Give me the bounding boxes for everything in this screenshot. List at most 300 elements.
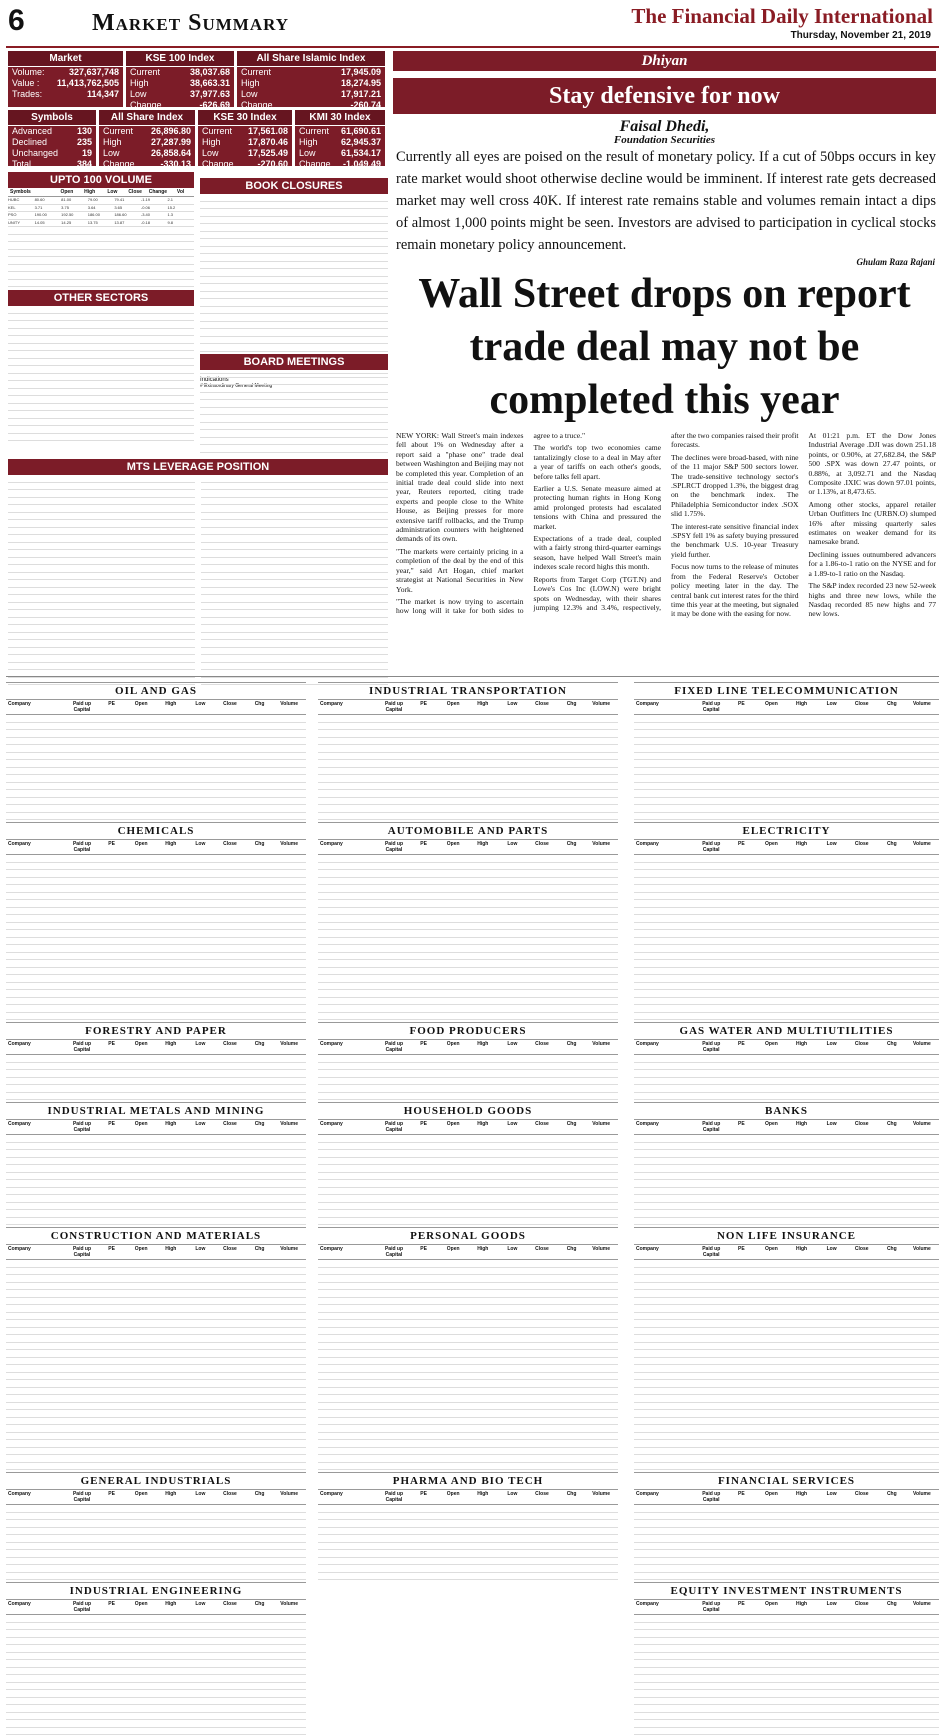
table-row <box>8 389 194 397</box>
sector-column-1 <box>6 680 306 1546</box>
table-row <box>318 1358 618 1366</box>
table-row <box>634 783 939 791</box>
table-row <box>634 1335 939 1343</box>
table-row <box>634 1698 939 1706</box>
table-row <box>634 855 939 863</box>
table-header: Company Paid up Capital PE Open High Low Close Chg Volume <box>6 1040 306 1055</box>
table-row <box>634 1705 939 1713</box>
table-row <box>200 445 388 453</box>
table-row <box>318 975 618 983</box>
sector-heading: EQUITY INVESTMENT INSTRUMENTS <box>634 1582 939 1600</box>
table-row <box>634 1720 939 1728</box>
table-row <box>634 1615 939 1623</box>
table-row <box>6 1365 306 1373</box>
table-row <box>8 265 194 273</box>
table-row <box>200 314 388 322</box>
table-row <box>318 953 618 961</box>
sector-heading: FORESTRY AND PAPER <box>6 1022 306 1040</box>
table-row <box>318 930 618 938</box>
other-sectors-table: OTHER SECTORS <box>8 290 194 441</box>
byline: Ghulam Raza Rajani <box>856 257 935 267</box>
table-row <box>200 232 388 240</box>
table-row <box>634 1320 939 1328</box>
table-row <box>201 558 388 566</box>
table-row <box>200 209 388 217</box>
table-row <box>318 863 618 871</box>
table-row <box>6 975 306 983</box>
table-row <box>6 1165 306 1173</box>
table-row <box>634 1433 939 1441</box>
sector-heading: INDUSTRIAL METALS AND MINING <box>6 1102 306 1120</box>
table-row <box>634 975 939 983</box>
table-row <box>6 1638 306 1646</box>
table-row <box>318 798 618 806</box>
table-row <box>318 1350 618 1358</box>
table-header: Company Paid up Capital PE Open High Low Close Chg Volume <box>634 1040 939 1055</box>
table-row <box>8 381 194 389</box>
table-header: Company Paid up Capital PE Open High Low Close Chg Volume <box>318 1245 618 1260</box>
table-row <box>8 535 195 543</box>
table-row <box>6 1630 306 1638</box>
table-row: HUBC 80.60 81.00 79.00 79.41 -1.19 2.1 <box>8 197 194 205</box>
table-row <box>201 535 388 543</box>
table-row <box>8 588 195 596</box>
table-header: Company Paid up Capital PE Open High Low Close Chg Volume <box>318 1490 618 1505</box>
table-row <box>6 1520 306 1528</box>
market-quote: Currently all eyes are poised on the result of monetary policy. If a cut of 50bps occurs in key rate market would shoot otherwise decline would be imminent. If interest rate gets decreased market may well cross 40K. If interest rate remains stable and volumes remain intact a dips of almost 1,000 points might be seen. Investors are advised to participation in cyclical stocks remain monetary policy announcement. <box>396 146 936 256</box>
table-row <box>318 1433 618 1441</box>
table-row <box>634 1505 939 1513</box>
table-row <box>634 715 939 723</box>
table-row <box>318 1085 618 1093</box>
table-header: Company Paid up Capital PE Open High Low Close Chg Volume <box>6 1490 306 1505</box>
table-row <box>318 908 618 916</box>
table-header: Company Paid up Capital PE Open High Low Close Chg Volume <box>6 1600 306 1615</box>
table-row <box>634 1660 939 1668</box>
table-row <box>634 738 939 746</box>
table-row <box>318 1565 618 1573</box>
table-row <box>6 1188 306 1196</box>
table-row: PSO 190.00 192.50 186.00 186.60 -3.40 1.3 <box>8 212 194 220</box>
table-row <box>6 1513 306 1521</box>
table-row <box>634 938 939 946</box>
table-row <box>318 855 618 863</box>
table-row <box>6 923 306 931</box>
table-row <box>318 915 618 923</box>
table-row <box>201 580 388 588</box>
table-row <box>634 863 939 871</box>
table-row <box>634 790 939 798</box>
table-row <box>200 408 388 416</box>
table-row <box>201 483 388 491</box>
table-row <box>318 870 618 878</box>
table-row <box>318 1078 618 1086</box>
table-row <box>6 1558 306 1566</box>
table-row <box>200 254 388 262</box>
table-row <box>318 1093 618 1101</box>
table-row <box>6 953 306 961</box>
table-row <box>318 998 618 1006</box>
table-row <box>6 1403 306 1411</box>
table-row <box>318 1440 618 1448</box>
table-row <box>8 655 195 663</box>
table-row <box>6 1210 306 1218</box>
table-row <box>318 1373 618 1381</box>
table-row <box>8 411 194 419</box>
sector-heading: PHARMA AND BIO TECH <box>318 1472 618 1490</box>
table-row <box>8 618 195 626</box>
table-row <box>318 753 618 761</box>
table-row <box>8 426 194 434</box>
table-row <box>634 983 939 991</box>
table-row <box>318 1558 618 1566</box>
table-row <box>6 855 306 863</box>
table-row <box>318 1395 618 1403</box>
table-row <box>8 374 194 382</box>
table-row <box>6 1093 306 1101</box>
kse100-box: KSE 100 Index Current 38,037.68 High 38,663.31 Low 37,977.63 Change -626.69 <box>126 51 234 107</box>
table-row <box>634 723 939 731</box>
table-row <box>634 1143 939 1151</box>
table-row <box>318 1260 618 1268</box>
stay-defensive-banner: Stay defensive for now <box>393 78 936 114</box>
table-row <box>634 1448 939 1456</box>
table-row <box>318 1520 618 1528</box>
table-row <box>6 1373 306 1381</box>
sector-heading: FIXED LINE TELECOMMUNICATION <box>634 682 939 700</box>
table-row <box>6 968 306 976</box>
author-name: Faisal Dhedi, <box>393 118 936 136</box>
table-row <box>318 983 618 991</box>
table-row <box>318 945 618 953</box>
section-rule <box>6 676 939 677</box>
table-row <box>6 1728 306 1735</box>
table-row <box>6 813 306 821</box>
table-row <box>200 378 388 386</box>
table-row <box>318 783 618 791</box>
table-row <box>318 1455 618 1463</box>
table-header: Company Paid up Capital PE Open High Low Close Chg Volume <box>318 1040 618 1055</box>
table-row <box>634 1210 939 1218</box>
table-row <box>6 1528 306 1536</box>
table-row <box>8 603 195 611</box>
table-row <box>634 1380 939 1388</box>
table-row <box>318 1403 618 1411</box>
mts-leverage-table: MTS LEVERAGE POSITION <box>8 459 388 685</box>
table-row <box>6 1705 306 1713</box>
table-row <box>634 1305 939 1313</box>
author-org: Foundation Securities <box>393 134 936 146</box>
table-row <box>318 893 618 901</box>
table-row <box>6 1173 306 1181</box>
table-row <box>8 513 195 521</box>
table-row <box>634 1675 939 1683</box>
table-row <box>201 648 388 656</box>
sector-heading: OIL AND GAS <box>6 682 306 700</box>
table-row <box>318 1135 618 1143</box>
table-row <box>6 945 306 953</box>
table-row <box>318 1328 618 1336</box>
table-row <box>318 1210 618 1218</box>
table-row <box>634 1013 939 1021</box>
table-row <box>318 730 618 738</box>
table-row <box>6 863 306 871</box>
table-row <box>8 475 195 483</box>
table-row <box>8 573 195 581</box>
table-row <box>634 730 939 738</box>
sector-heading: HOUSEHOLD GOODS <box>318 1102 618 1120</box>
table-row <box>6 1055 306 1063</box>
table-row <box>6 1615 306 1623</box>
table-row <box>8 257 194 265</box>
table-row <box>6 1698 306 1706</box>
table-row <box>318 768 618 776</box>
table-row <box>634 1328 939 1336</box>
header-rule <box>6 46 939 48</box>
table-row <box>201 633 388 641</box>
table-row <box>8 419 194 427</box>
table-row <box>634 1158 939 1166</box>
table-row <box>8 280 194 288</box>
table-row <box>6 1505 306 1513</box>
table-row <box>200 224 388 232</box>
table-row: KEL 3.71 3.75 3.64 3.65 -0.06 15.2 <box>8 205 194 213</box>
table-row <box>318 960 618 968</box>
table-row <box>634 1388 939 1396</box>
table-row <box>8 543 195 551</box>
page-number: 6 <box>8 4 25 38</box>
table-row <box>6 1573 306 1581</box>
table-row <box>318 1055 618 1063</box>
table-row <box>6 960 306 968</box>
table-row <box>201 543 388 551</box>
masthead <box>0 0 945 48</box>
story-body: NEW YORK: Wall Street's main indexes fell about 1% on Wednesday after a report said a "phase one" trade deal between Washington and Beijing may not be completed this year. Completion of an initial trade deal could slide into next year, Reuters reported, citing trade experts and people close to the White House, as Beijing presses for more extensive tariff rollbacks, and the Trump administration counters with heightened demands of its own. "The markets were certainly pricing in a completion of the deal by the end of this year," said Art Hogan, chief market strategist at National Securities in New York. "The market is now trying to ascertain how long will it take for both sides to agree to a truce." The world's top two economies came tantalizingly close to a deal in May after a year of tariffs on each other's goods, before talks fell apart. Earlier a U.S. Senate measure aimed at protecting human rights in Hong Kong amid prolonged protests had escalated tensions with China and pressured the market. Expectations of a trade deal, coupled with a fairly strong third-quarter earnings season, have helped Wall Street's main indexes scale record highs this month. Reports from Target Corp (TGT.N) and Lowe's Cos Inc (LOW.N) were bright spots on Wednesday, with their shares jumping 12.3% and 3.4%, respectively, after the two companies raised their profit forecasts. The declines were broad-based, with nine of the 11 major S&P 500 sectors lower. The trade-sensitive technology sector's .SPLRCT dropped 1.3%, the biggest drag on the benchmark index. The Philadelphia Semiconductor index .SOX slid 1.75%. The interest-rate sensitive financial index .SPSY fell 1% as safety buying pressured the benchmark U.S. 10-year Treasury yield further. Focus now turns to the release of minutes from the Federal Reserve's October policy meeting later in the day. The central bank cut interest rates for the third time this year at the meeting, but signaled it may be done with the easing for now. At 01:21 p.m. ET the Dow Jones Industrial Average .DJI was down 251.18 points, or 0.90%, at 27,682.84, the S&P 500 .SPX was down 27.47 points, or 0.88%, at 3,092.71 and the Nasdaq Composite .IXIC was down 97.01 points, or 1.13%, at 8,473.65. Among other stocks, apparel retailer Urban Outfitters Inc (URBN.O) slumped 16% after missing quarterly sales estimates on weaker demand for its namesake brand. Declining issues outnumbered advancers for a 1.86-to-1 ratio on the NYSE and for a 1.89-to-1 ratio on the Nasdaq. The S&P index recorded 23 new 52-week highs and three new lows, while the Nasdaq recorded 85 new highs and 77 new lows. <box>396 431 936 671</box>
paper-name: The Financial Daily International <box>631 4 933 29</box>
table-row <box>318 1070 618 1078</box>
table-row <box>201 565 388 573</box>
table-row <box>318 1290 618 1298</box>
table-row <box>634 1150 939 1158</box>
table-row <box>6 1455 306 1463</box>
sector-heading: INDUSTRIAL ENGINEERING <box>6 1582 306 1600</box>
sector-heading: BANKS <box>634 1102 939 1120</box>
issue-date: Thursday, November 21, 2019 <box>791 30 931 41</box>
table-row <box>200 415 388 423</box>
table-row <box>200 299 388 307</box>
table-row <box>6 775 306 783</box>
table-row <box>634 968 939 976</box>
table-row <box>6 1305 306 1313</box>
table-row <box>318 1463 618 1471</box>
table-row <box>318 1158 618 1166</box>
table-row <box>318 968 618 976</box>
table-row <box>6 1005 306 1013</box>
table-row <box>634 1550 939 1558</box>
table-header: Company Paid up Capital PE Open High Low Close Chg Volume <box>634 1120 939 1135</box>
table-row <box>318 1410 618 1418</box>
table-row <box>200 247 388 255</box>
table-header: Company Paid up Capital PE Open High Low Close Chg Volume <box>6 700 306 715</box>
table-row <box>318 1513 618 1521</box>
table-row <box>6 1203 306 1211</box>
table-row <box>634 1085 939 1093</box>
upto100-table: UPTO 100 VOLUME Symbols Open High Low Close Change Vol HUBC 80.60 81.00 79.00 79.41 -1.19 2.1 KEL 3.71 3.75 3.64 3.65 -0.06 15.2 PSO 190.00 192.50 186.00 186.60 -3.40 1.3 UNITY 14.05 14.25 13.75 13.87 -0.18 9.8 <box>8 172 194 302</box>
allshare-islamic-box: All Share Islamic Index Current 17,945.09 High 18,274.95 Low 17,917.21 Change -260.74 <box>237 51 385 107</box>
table-row <box>318 1388 618 1396</box>
table-row <box>318 1005 618 1013</box>
table-row <box>6 1335 306 1343</box>
table-row <box>8 272 194 280</box>
table-row <box>8 640 195 648</box>
table-row <box>200 217 388 225</box>
table-row <box>318 1268 618 1276</box>
table-row <box>634 1343 939 1351</box>
table-row <box>6 1425 306 1433</box>
table-row <box>318 1505 618 1513</box>
table-row <box>6 1343 306 1351</box>
table-row <box>318 813 618 821</box>
table-row <box>634 990 939 998</box>
table-row <box>200 337 388 345</box>
table-row <box>634 870 939 878</box>
table-row <box>200 239 388 247</box>
table-row <box>201 498 388 506</box>
table-row <box>634 1260 939 1268</box>
table-row <box>634 1218 939 1226</box>
table-row <box>318 1543 618 1551</box>
table-row <box>6 1085 306 1093</box>
table-row <box>6 1195 306 1203</box>
table-row <box>634 1513 939 1521</box>
table-row <box>201 655 388 663</box>
table-row <box>634 1180 939 1188</box>
table-row <box>634 930 939 938</box>
table-row <box>634 953 939 961</box>
table-header: Company Paid up Capital PE Open High Low Close Chg Volume <box>634 840 939 855</box>
table-row <box>6 730 306 738</box>
table-row <box>8 528 195 536</box>
table-row <box>318 1203 618 1211</box>
table-row <box>6 1268 306 1276</box>
table-row <box>6 1143 306 1151</box>
table-row <box>634 960 939 968</box>
table-row <box>6 915 306 923</box>
table-row <box>318 1013 618 1021</box>
table-row <box>6 900 306 908</box>
sector-heading: INDUSTRIAL TRANSPORTATION <box>318 682 618 700</box>
table-row <box>634 1173 939 1181</box>
market-box: Market Volume: 327,637,748 Value : 11,413,762,505 Trades: 114,347 <box>8 51 123 107</box>
table-row <box>634 745 939 753</box>
table-row <box>634 1268 939 1276</box>
table-row <box>318 1425 618 1433</box>
table-row <box>634 813 939 821</box>
table-row <box>8 625 195 633</box>
table-row <box>200 194 388 202</box>
table-row <box>6 805 306 813</box>
table-row <box>6 1150 306 1158</box>
table-row <box>6 1275 306 1283</box>
board-meetings-table: BOARD MEETINGS <box>200 354 388 475</box>
table-row <box>8 483 195 491</box>
table-row <box>6 1290 306 1298</box>
table-row <box>634 1313 939 1321</box>
table-row <box>8 359 194 367</box>
table-row: UNITY 14.05 14.25 13.75 13.87 -0.18 9.8 <box>8 220 194 228</box>
table-header: Company Paid up Capital PE Open High Low Close Chg Volume <box>6 1120 306 1135</box>
table-row <box>318 1448 618 1456</box>
table-row <box>318 1143 618 1151</box>
table-row <box>200 393 388 401</box>
table-row <box>6 1063 306 1071</box>
table-row <box>634 1668 939 1676</box>
sector-heading: ELECTRICITY <box>634 822 939 840</box>
table-row <box>634 1690 939 1698</box>
table-header: Company Paid up Capital PE Open High Low Close Chg Volume <box>318 1120 618 1135</box>
story-headline: Wall Street drops on report trade deal may not be completed this year <box>393 268 936 427</box>
table-row <box>634 1135 939 1143</box>
table-row <box>634 1188 939 1196</box>
table-row <box>318 1150 618 1158</box>
table-row <box>634 1535 939 1543</box>
table-header: Company Paid up Capital PE Open High Low Close Chg Volume <box>634 1600 939 1615</box>
table-row <box>200 370 388 378</box>
kmi30-box: KMI 30 Index Current 61,690.61 High 62,945.37 Low 61,534.17 Change -1,049.49 <box>295 110 385 166</box>
table-row <box>200 202 388 210</box>
table-row <box>634 1070 939 1078</box>
table-row <box>634 1350 939 1358</box>
table-row <box>634 1645 939 1653</box>
table-row <box>318 1283 618 1291</box>
table-row <box>8 396 194 404</box>
table-row <box>318 1528 618 1536</box>
table-row <box>634 1078 939 1086</box>
table-row <box>8 314 194 322</box>
table-row <box>6 1660 306 1668</box>
table-row <box>318 1573 618 1581</box>
table-row <box>318 885 618 893</box>
table-row <box>200 430 388 438</box>
table-row <box>200 277 388 285</box>
table-row <box>8 329 194 337</box>
table-row <box>6 1320 306 1328</box>
table-row <box>6 1653 306 1661</box>
table-row <box>8 633 195 641</box>
table-row <box>8 351 194 359</box>
table-row <box>8 663 195 671</box>
table-row <box>634 1005 939 1013</box>
table-row <box>6 885 306 893</box>
table-row <box>8 344 194 352</box>
table-row <box>6 1358 306 1366</box>
table-row <box>6 1078 306 1086</box>
table-row <box>634 923 939 931</box>
table-row <box>201 475 388 483</box>
table-row <box>200 322 388 330</box>
table-row <box>634 760 939 768</box>
table-row <box>6 1313 306 1321</box>
table-row <box>634 1055 939 1063</box>
table-row <box>634 1623 939 1631</box>
table-row <box>634 1543 939 1551</box>
table-row <box>201 550 388 558</box>
dhiyan-banner: Dhiyan <box>393 51 936 71</box>
sector-heading: GENERAL INDUSTRIALS <box>6 1472 306 1490</box>
table-row <box>318 878 618 886</box>
table-row <box>6 908 306 916</box>
table-row <box>318 775 618 783</box>
